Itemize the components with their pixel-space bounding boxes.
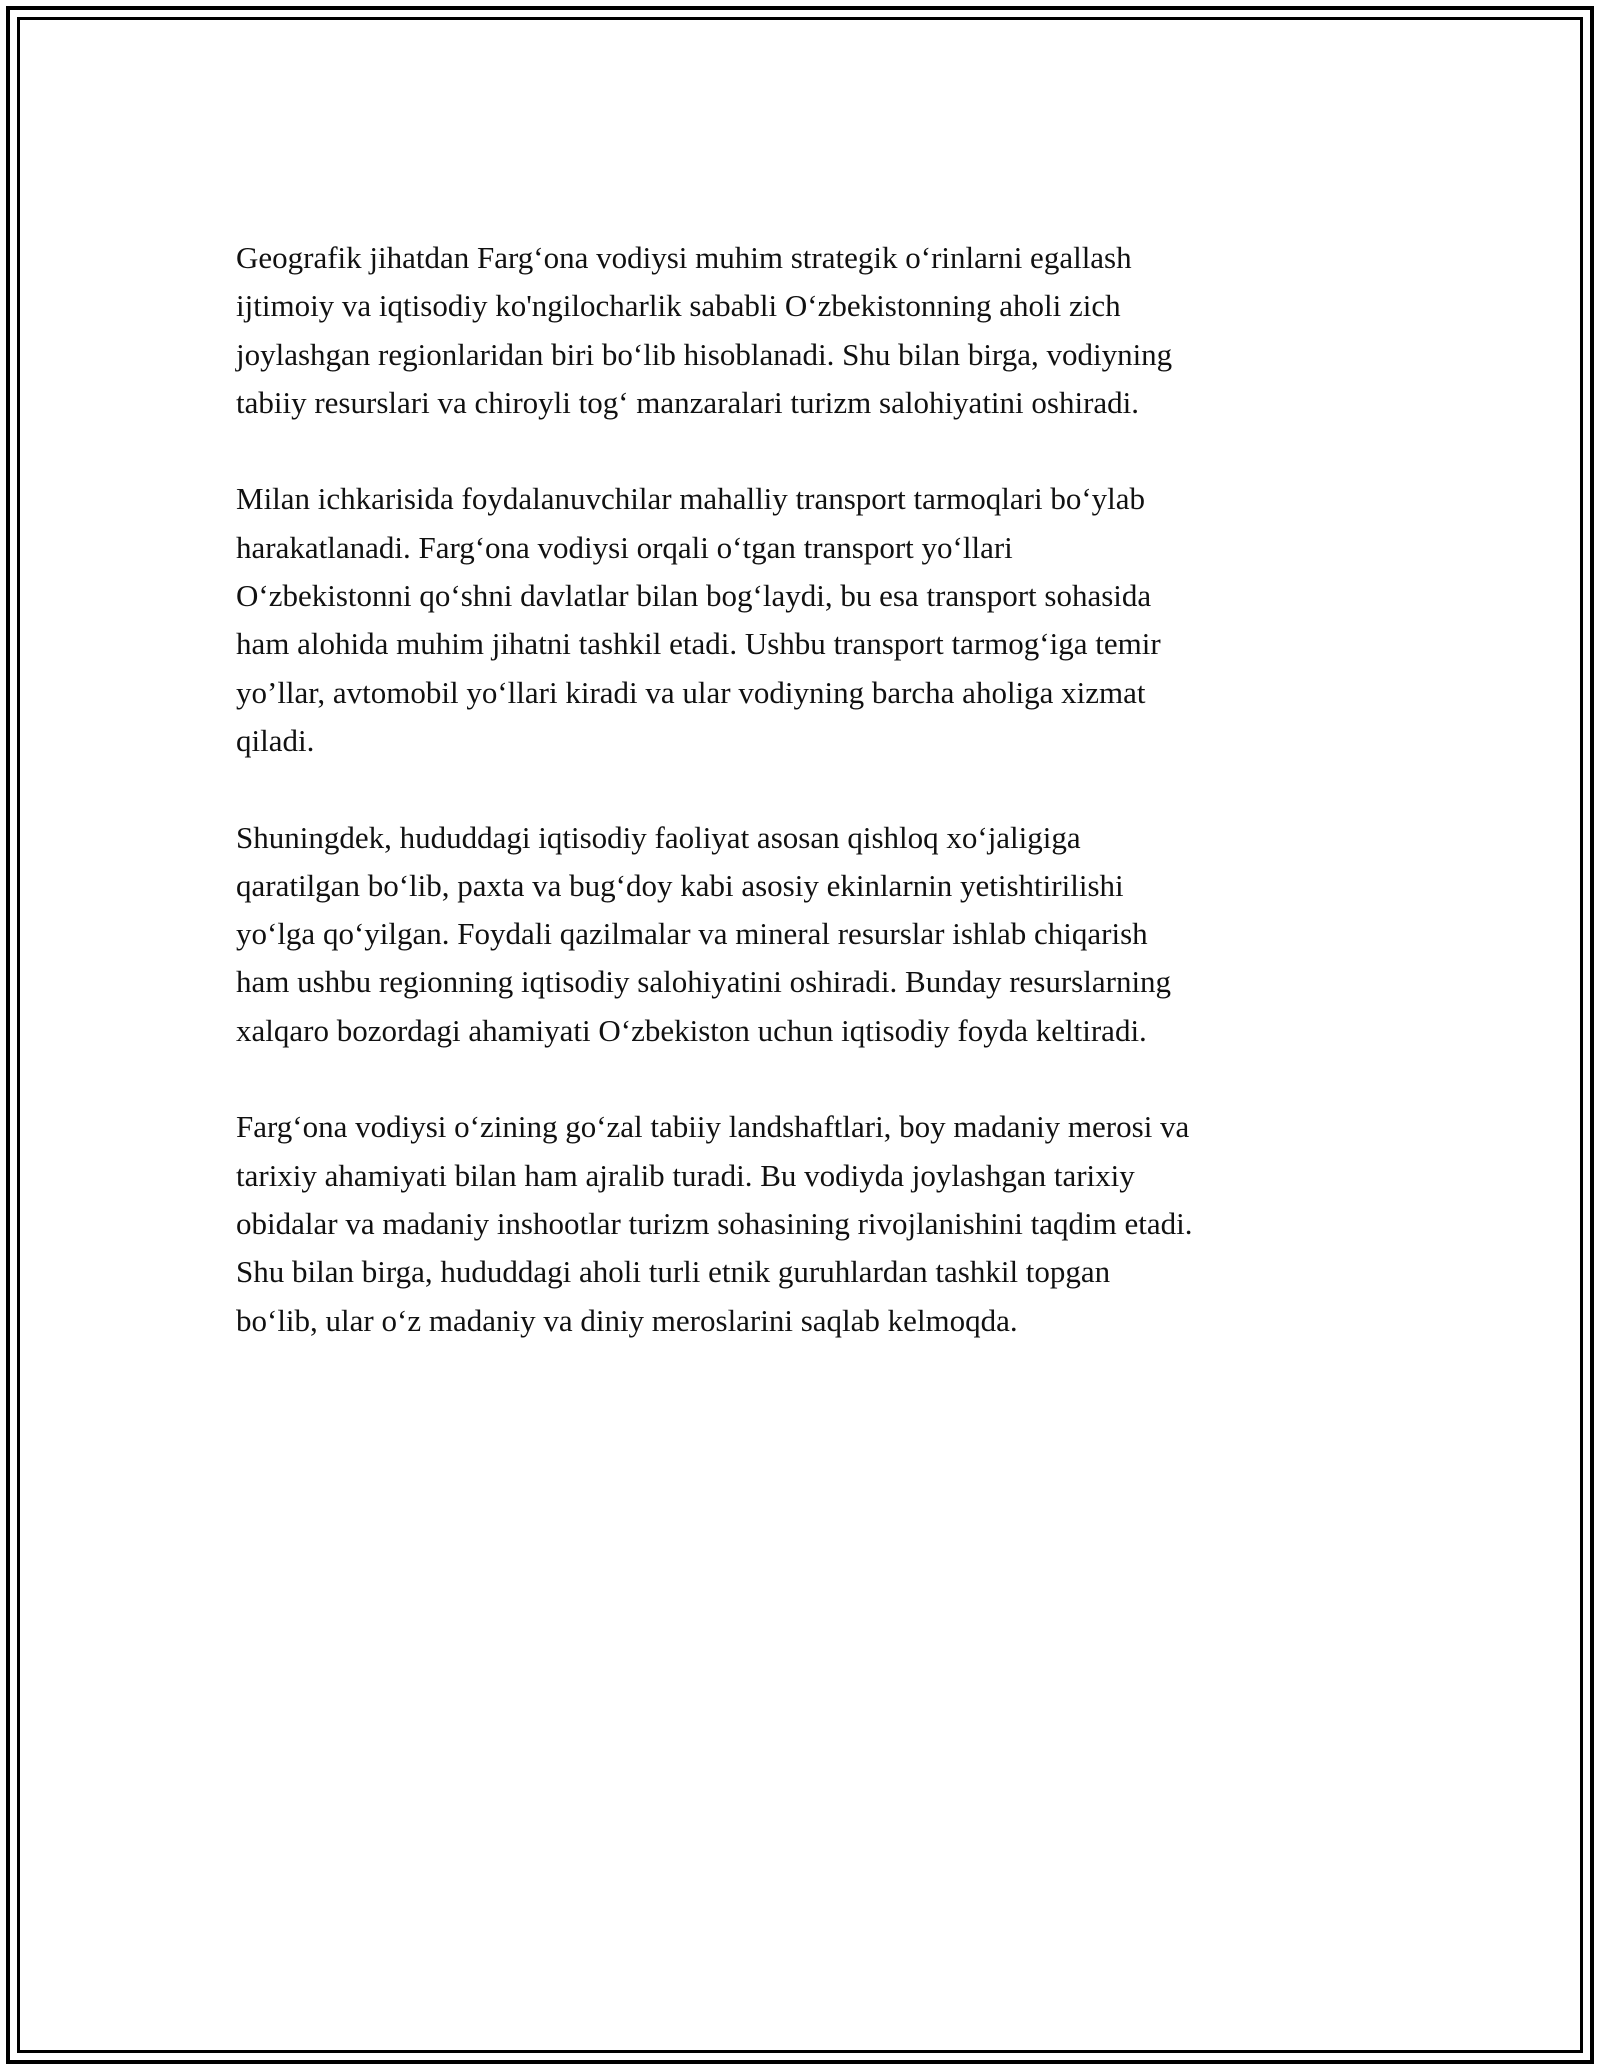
text-line: ham alohida muhim jihatni tashkil etadi. Ushbu transport tarmog‘iga temir bbox=[236, 626, 1161, 662]
paragraph-1 bbox=[236, 234, 1396, 427]
text-line: qiladi. bbox=[236, 722, 315, 758]
text-line: tabiiy resurslari va chiroyli tog‘ manzaralari turizm salohiyatini oshiradi. bbox=[236, 384, 1140, 420]
text-line: Shuningdek, hududdagi iqtisodiy faoliyat asosan qishloq xo‘jaligiga bbox=[236, 819, 1081, 855]
paragraph-4 bbox=[236, 1103, 1396, 1344]
text-line: obidalar va madaniy inshootlar turizm sohasining rivojlanishini taqdim etadi. bbox=[236, 1205, 1193, 1241]
text-line: ijtimoiy va iqtisodiy ko'ngilocharlik sababli O‘zbekistonning aholi zich bbox=[236, 288, 1121, 324]
text-line: bo‘lib, ular o‘z madaniy va diniy meroslarini saqlab kelmoqda. bbox=[236, 1302, 1018, 1338]
text-line: Farg‘ona vodiysi o‘zining go‘zal tabiiy landshaftlari, boy madaniy merosi va bbox=[236, 1109, 1190, 1145]
text-line: Geografik jihatdan Farg‘ona vodiysi muhim strategik o‘rinlarni egallash bbox=[236, 240, 1132, 275]
text-line: tarixiy ahamiyati bilan ham ajralib turadi. Bu vodiyda joylashgan tarixiy bbox=[236, 1157, 1135, 1193]
document-body bbox=[236, 234, 1396, 1393]
text-line: joylashgan regionlaridan biri bo‘lib hisoblanadi. Shu bilan birga, vodiyning bbox=[236, 336, 1173, 372]
text-line: xalqaro bozordagi ahamiyati O‘zbekiston uchun iqtisodiy foyda keltiradi. bbox=[236, 1012, 1147, 1048]
text-line: O‘zbekistonni qo‘shni davlatlar bilan bog‘laydi, bu esa transport sohasida bbox=[236, 578, 1152, 614]
text-line: Shu bilan birga, hududdagi aholi turli etnik guruhlardan tashkil topgan bbox=[236, 1254, 1111, 1290]
text-line: Milan ichkarisida foydalanuvchilar mahalliy transport tarmoqlari bo‘ylab bbox=[236, 481, 1146, 517]
text-line: ham ushbu regionning iqtisodiy salohiyatini oshiradi. Bunday resurslarning bbox=[236, 964, 1172, 1000]
text-line: qaratilgan bo‘lib, paxta va bug‘doy kabi asosiy ekinlarnin yetishtirilishi bbox=[236, 867, 1124, 903]
text-line: yo‘lga qo‘yilgan. Foydali qazilmalar va mineral resurslar ishlab chiqarish bbox=[236, 916, 1148, 952]
text-line: harakatlanadi. Farg‘ona vodiysi orqali o‘tgan transport yo‘llari bbox=[236, 529, 1013, 565]
text-line: yo’llar, avtomobil yo‘llari kiradi va ular vodiyning barcha aholiga xizmat bbox=[236, 674, 1146, 710]
paragraph-2 bbox=[236, 475, 1396, 765]
paragraph-3 bbox=[236, 814, 1396, 1055]
